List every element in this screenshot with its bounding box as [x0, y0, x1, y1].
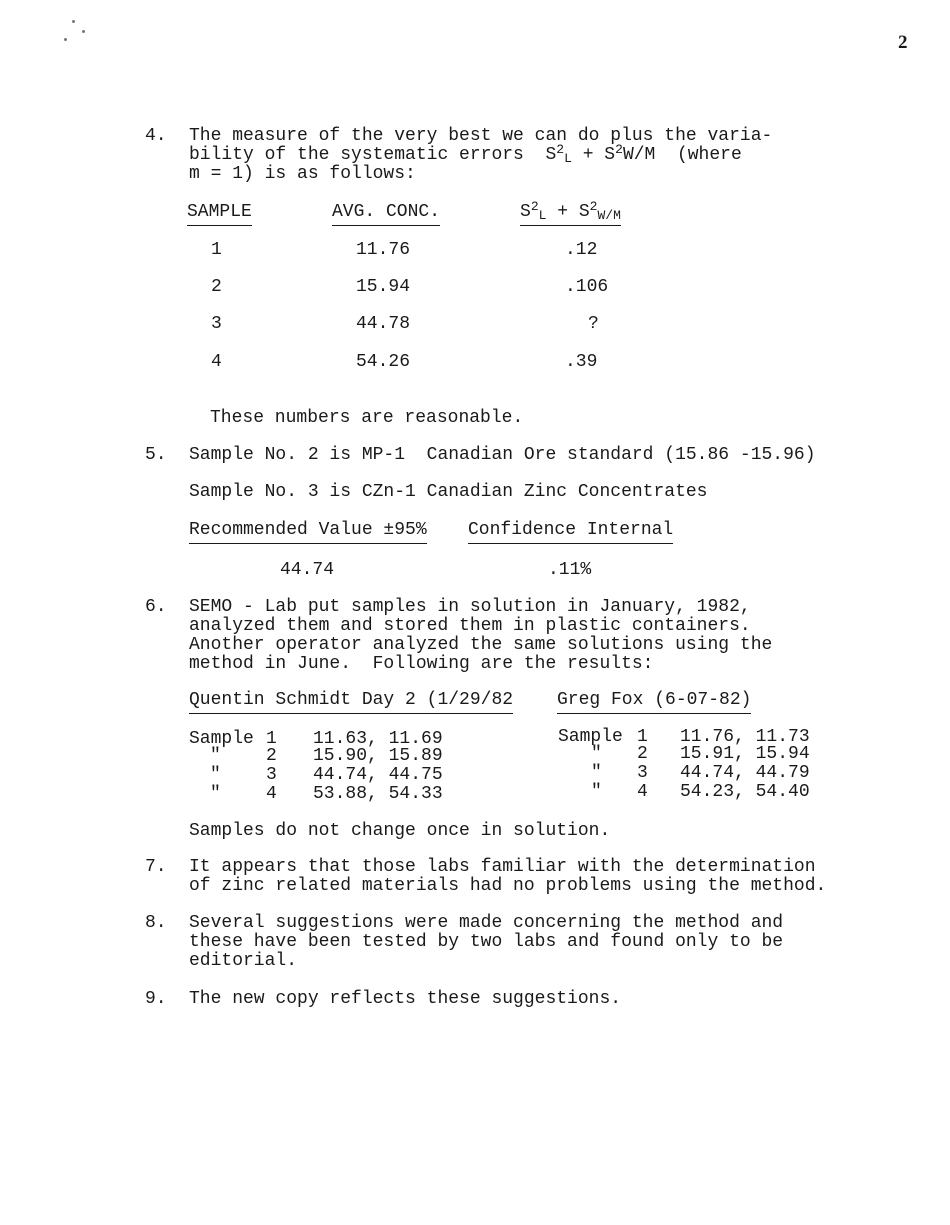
list-item: 44.74, 44.75 [313, 765, 443, 785]
table-row-3-sample: 3 [211, 314, 222, 334]
recommended-value: 44.74 [280, 560, 335, 580]
item-5-line-1: Sample No. 2 is MP-1 Canadian Ore standard (15.86 -15.96) [189, 445, 816, 465]
recommended-value-header: Recommended Value ±95% [189, 521, 427, 544]
scan-speck [82, 30, 85, 33]
list-item: 3 [637, 763, 648, 783]
list-item: 1 [266, 729, 277, 749]
table-row-3-avg: 44.78 [356, 314, 411, 334]
list-item: 4 [637, 782, 648, 802]
list-item: 15.91, 15.94 [680, 744, 810, 764]
item-4-line-1: The measure of the very best we can do plus the varia- [189, 126, 773, 146]
table-row-3-value: ? [588, 314, 599, 334]
list-item: Sample [189, 729, 254, 749]
item-7-line-1: It appears that those labs familiar with the determination [189, 857, 816, 877]
item-6-line-3: Another operator analyzed the same solutions using the [189, 635, 773, 655]
item-6-number: 6. [145, 597, 167, 617]
list-item: 1 [637, 727, 648, 747]
header-variance: $S^2_L + S^2_{W/M}$ [520, 203, 621, 226]
list-item: 15.90, 15.89 [313, 746, 443, 766]
item-5-line-2: Sample No. 3 is CZn-1 Canadian Zinc Concentrates [189, 482, 708, 502]
list-item: " [210, 765, 221, 785]
item-6-line-2: analyzed them and stored them in plastic containers. [189, 616, 751, 636]
variance-formula: $S^2_L + S^2W/M$ [545, 142, 656, 166]
item-6-note: Samples do not change once in solution. [189, 821, 611, 841]
confidence-value: .11% [548, 560, 592, 580]
scan-speck [64, 38, 67, 41]
table-row-2-value: .106 [565, 277, 609, 297]
item-9-number: 9. [145, 989, 167, 1009]
left-results-header: Quentin Schmidt Day 2 (1/29/82 [189, 691, 513, 714]
right-results-header: Greg Fox (6-07-82) [557, 691, 751, 714]
item-4-line-2-text: bility of the systematic errors [189, 145, 524, 165]
item-4-note: These numbers are reasonable. [210, 408, 524, 428]
list-item: 4 [266, 784, 277, 804]
page-number: 2 [898, 32, 908, 53]
item-7-line-2: of zinc related materials had no problems using the method. [189, 876, 827, 896]
list-item: 54.23, 54.40 [680, 782, 810, 802]
table-row-4-avg: 54.26 [356, 352, 411, 372]
list-item: 11.63, 11.69 [313, 729, 443, 749]
list-item: 44.74, 44.79 [680, 763, 810, 783]
list-item: " [591, 744, 602, 764]
item-6-line-1: SEMO - Lab put samples in solution in January, 1982, [189, 597, 751, 617]
table-row-4-value: .39 [565, 352, 598, 372]
table-row-1-avg: 11.76 [356, 240, 411, 260]
list-item: 53.88, 54.33 [313, 784, 443, 804]
scan-speck [72, 20, 75, 23]
item-4-number: 4. [145, 126, 167, 146]
item-8-line-3: editorial. [189, 951, 298, 971]
table-row-1-value: .12 [565, 240, 598, 260]
list-item: Sample [558, 727, 623, 747]
item-4-line-2 [189, 142, 742, 166]
list-item: " [591, 763, 602, 783]
table-row-2-sample: 2 [211, 277, 222, 297]
table-row-1-sample: 1 [211, 240, 222, 260]
list-item: 2 [266, 746, 277, 766]
confidence-interval-header: Confidence Internal [468, 521, 673, 544]
list-item: 2 [637, 744, 648, 764]
list-item: " [210, 746, 221, 766]
item-9-text: The new copy reflects these suggestions. [189, 989, 622, 1009]
list-item: " [210, 784, 221, 804]
list-item: " [591, 782, 602, 802]
item-8-line-2: these have been tested by two labs and found only to be [189, 932, 784, 952]
item-5-number: 5. [145, 445, 167, 465]
list-item: 3 [266, 765, 277, 785]
item-4-line-3: m = 1) is as follows: [189, 164, 416, 184]
item-8-line-1: Several suggestions were made concerning the method and [189, 913, 784, 933]
item-6-line-4: method in June. Following are the results: [189, 654, 654, 674]
header-avg-conc: AVG. CONC. [332, 203, 440, 226]
header-sample: SAMPLE [187, 203, 252, 226]
item-7-number: 7. [145, 857, 167, 877]
item-4-formula-suffix: (where [676, 145, 742, 165]
list-item: 11.76, 11.73 [680, 727, 810, 747]
table-row-4-sample: 4 [211, 352, 222, 372]
table-row-2-avg: 15.94 [356, 277, 411, 297]
item-8-number: 8. [145, 913, 167, 933]
